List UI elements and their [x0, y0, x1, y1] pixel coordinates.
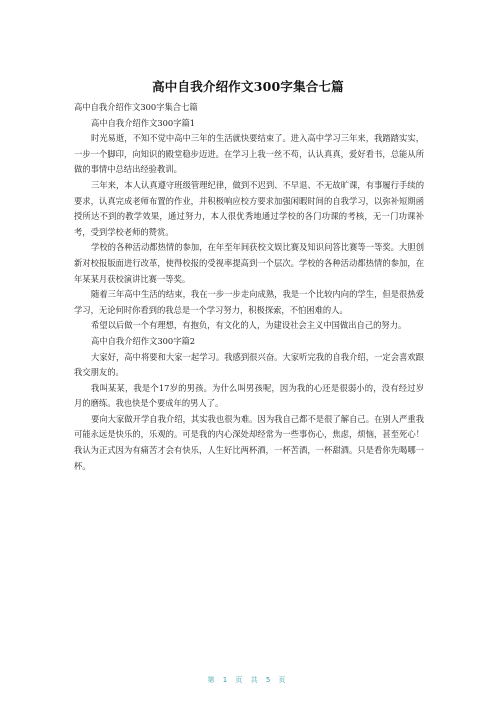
body-paragraph: 要向大家做开学自我介绍，其实我也很为难。因为我自己都不是很了解自己。在别人严重我可能永远是快乐的，乐观的。可是我的内心深处却经常为一些事伤心，焦虑，烦恼，甚至死心！我认为正式因为有痛苦才会有快乐，人生好比两杯酒，一杯苦酒，一杯甜酒。只是看你先喝哪一杯。	[74, 413, 424, 471]
subtitle-paragraph: 高中自我介绍作文300字集合七篇	[74, 102, 198, 112]
body-paragraph: 学校的各种活动都热情的参加，在年至年间获校文娱比赛及知识问答比赛等一等奖。大胆创新对校报版面进行改革，使得校报的受视率提高到一个层次。学校的各种活动都热情的参加，在年某某月获校演讲比赛一等奖。	[74, 242, 424, 284]
section-heading-2: 高中自我介绍作文300字篇2	[91, 335, 196, 346]
body-paragraph: 大家好，高中将要和大家一起学习。我感到很兴奋。大家听完我的自我介绍，一定会喜欢跟我交朋友的。	[74, 351, 424, 378]
body-paragraph: 希望以后做一个有理想，有抱负，有文化的人，为建设社会主义中国做出自己的努力。	[91, 320, 407, 331]
body-paragraph: 三年来，本人认真遵守班级管理纪律，做到不迟到、不早退、不无故旷课，有事履行手续的要求，认真完成老师布置的作业，并积极响应校方要求加强闲暇时间的自我学习，以弥补短期函授所达不到的教学效果，通过努力，本人很优秀地通过学校的各门功课的考核，无一门功课补考，受到学校老师的赞赏。	[74, 179, 424, 237]
document-body	[74, 100, 424, 474]
body-paragraph: 随着三年高中生活的结束，我在一步一步走向成熟，我是一个比较内向的学生，但是很热爱学习，无论何时你看到的我总是一个学习努力，积极探索，不怕困难的人。	[74, 289, 424, 315]
page-footer: 第 1 页 共 5 页	[207, 676, 289, 684]
body-paragraph: 时光易逝，不知不觉中高中三年的生活就快要结束了。进入高中学习三年来，我踏踏实实，一步一个脚印，向知识的殿堂稳步迈进。在学习上我一丝不苟，认认真真，爱好看书，总能从所做的事情中总结出经验教训。	[74, 133, 424, 175]
document-title: 高中自我介绍作文300字集合七篇	[152, 79, 344, 94]
body-paragraph: 我叫某某，我是个17岁的男孩。为什么叫男孩呢，因为我的心还是很弱小的，没有经过岁月的磨练。我也快是个要成年的男人了。	[74, 382, 424, 409]
section-heading-1: 高中自我介绍作文300字篇1	[91, 117, 196, 128]
